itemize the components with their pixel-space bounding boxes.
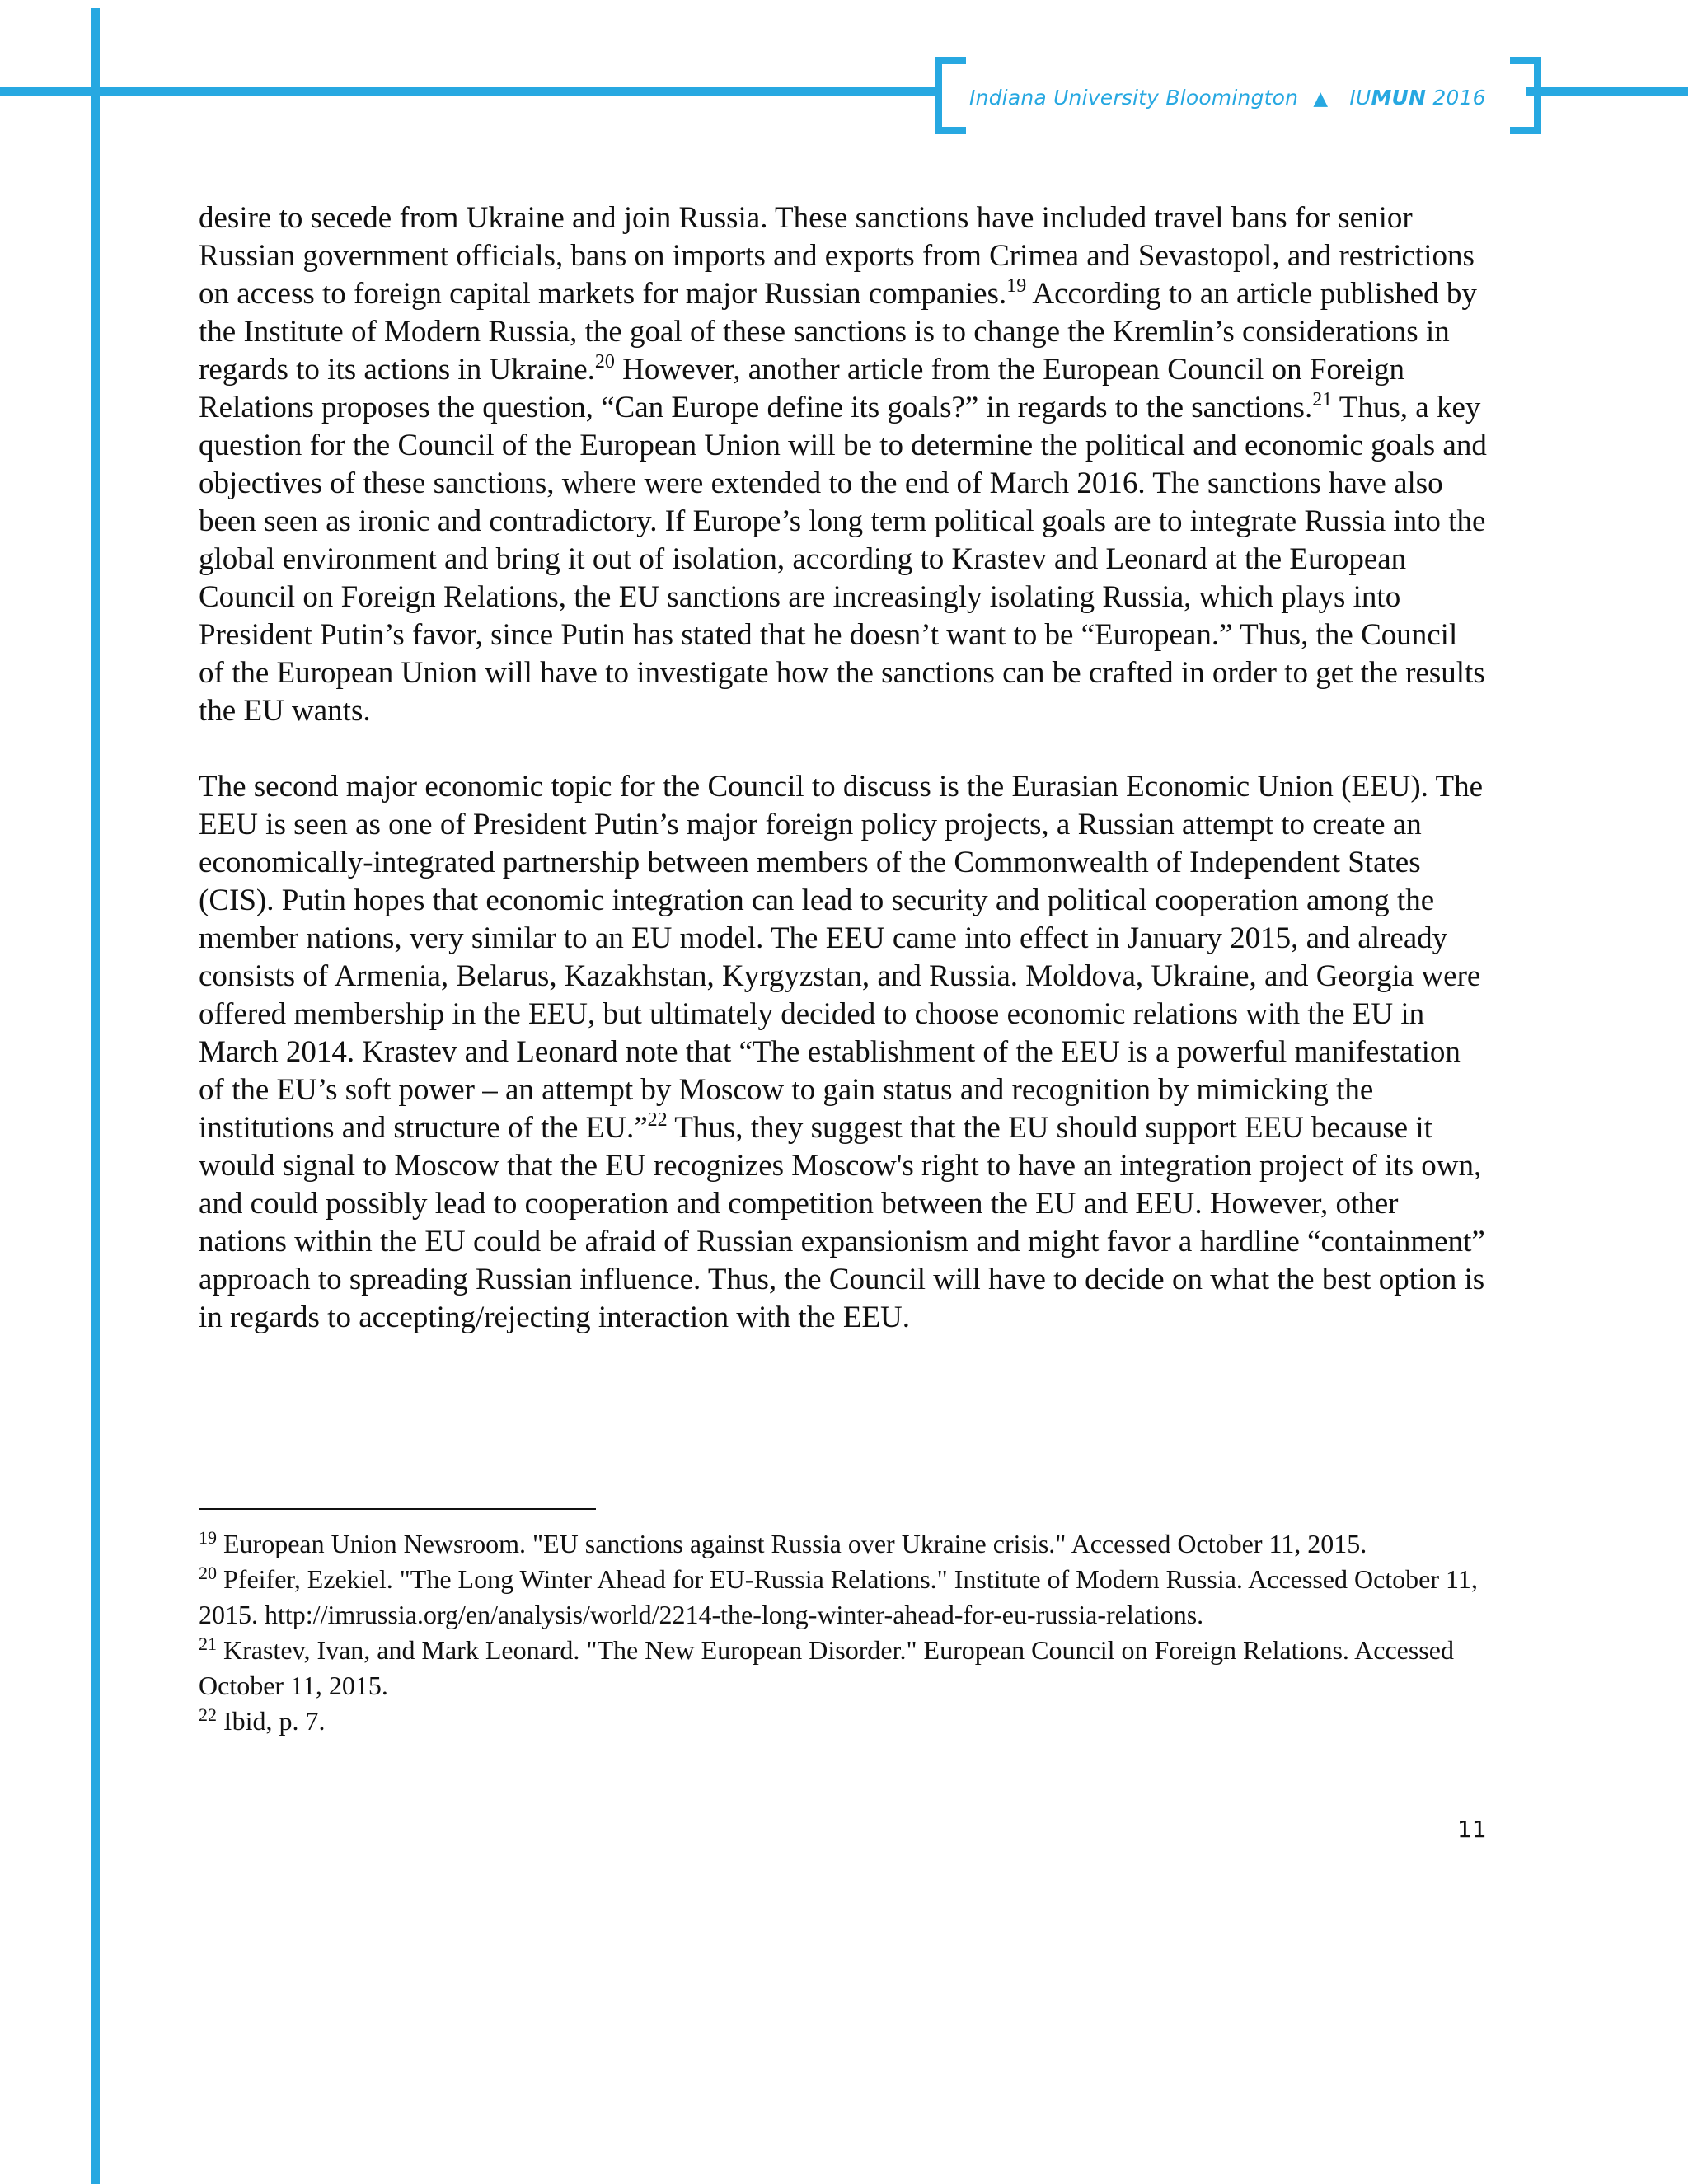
header-rule-right xyxy=(1526,87,1688,96)
header-close-bracket xyxy=(1510,57,1541,134)
footnote-ref-21[interactable]: 21 xyxy=(1312,389,1333,410)
footnote-20: $^{20}$ Pfeifer, Ezekiel. "The Long Winter Ahead for EU-Russia Relations." Institute of Modern Russia. Accessed October 11, 2015. http://imrussia.org/en/analysis/world/2214-the-long-winter-ahead-for-eu-russia-relations. xyxy=(199,1563,1478,1629)
triangle-icon: ▲ xyxy=(1313,88,1329,110)
paragraph-sanctions: desire to secede from Ukraine and join Russia. These sanctions have included travel bans for senior Russian government officials, bans on imports and exports from Crimea and Sevastopol, and restrictions on access to foreign capital markets for major Russian companies.$^{19}$ According to an article published by the Institute of Modern Russia, the goal of these sanctions is to change the Kremlin’s considerations in regards to its actions in Ukraine.$^{20}$ However, another article from the European Council on Foreign Relations proposes the question, “Can Europe define its goals?” in regards to the sanctions.$^{21}$ Thus, a key question for the Council of the European Union will be to determine the political and economic goals and objectives of these sanctions, where were extended to the end of March 2016. The sanctions have also been seen as ironic and contradictory. If Europe’s long term political goals are to integrate Russia into the global environment and bring it out of isolation, according to Krastev and Leonard at the European Council on Foreign Relations, the EU sanctions are increasingly isolating Russia, which plays into President Putin’s favor, since Putin has stated that he doesn’t want to be “European.” Thus, the Council of the European Union will have to investigate how the sanctions can be crafted in order to get the results the EU wants. xyxy=(199,201,1487,728)
footnote-22: $^{22}$ Ibid, p. 7. xyxy=(199,1704,326,1736)
footnote-21: $^{21}$ Krastev, Ivan, and Mark Leonard. "The New European Disorder." European Council on Foreign Relations. Accessed October 11, 2015. xyxy=(199,1633,1454,1700)
body-text xyxy=(199,199,1489,1337)
header-open-bracket xyxy=(935,57,966,134)
footnote-ref-20[interactable]: 20 xyxy=(594,351,615,373)
header-conference: IUMUN 2016 xyxy=(1349,86,1486,110)
header-university: Indiana University Bloomington xyxy=(969,86,1299,110)
footnote-19: $^{19}$ European Union Newsroom. "EU sanctions against Russia over Ukraine crisis." Accessed October 11, 2015. xyxy=(199,1527,1367,1558)
left-margin-line xyxy=(91,8,100,2184)
paragraph-eeu: The second major economic topic for the Council to discuss is the Eurasian Economic Union (EEU). The EEU is seen as one of President Putin’s major foreign policy projects, a Russian attempt to create an economically-integrated partnership between members of the Commonwealth of Independent States (CIS). Putin hopes that economic integration can lead to security and political cooperation among the member nations, very similar to an EU model. The EEU came into effect in January 2015, and already consists of Armenia, Belarus, Kazakhstan, Kyrgyzstan, and Russia. Moldova, Ukraine, and Georgia were offered membership in the EEU, but ultimately decided to choose economic relations with the EU in March 2014. Krastev and Leonard note that “The establishment of the EEU is a powerful manifestation of the EU’s soft power – an attempt by Moscow to gain status and recognition by mimicking the institutions and structure of the EU.”$^{22}$ Thus, they suggest that the EU should support EEU because it would signal to Moscow that the EU recognizes Moscow's right to have an integration project of its own, and could possibly lead to cooperation and competition between the EU and EEU. However, other nations within the EU could be afraid of Russian expansionism and might favor a hardline “containment” approach to spreading Russian influence. Thus, the Council will have to decide on what the best option is in regards to accepting/rejecting interaction with the EEU. xyxy=(199,770,1485,1334)
footnote-separator xyxy=(199,1508,596,1510)
footnote-ref-22[interactable]: 22 xyxy=(647,1109,668,1131)
header-rule-left xyxy=(0,87,935,96)
running-header xyxy=(969,86,1486,110)
footnote-ref-19[interactable]: 19 xyxy=(1006,275,1027,297)
footnotes xyxy=(199,1526,1489,1739)
page-number: 11 xyxy=(1457,1816,1487,1843)
